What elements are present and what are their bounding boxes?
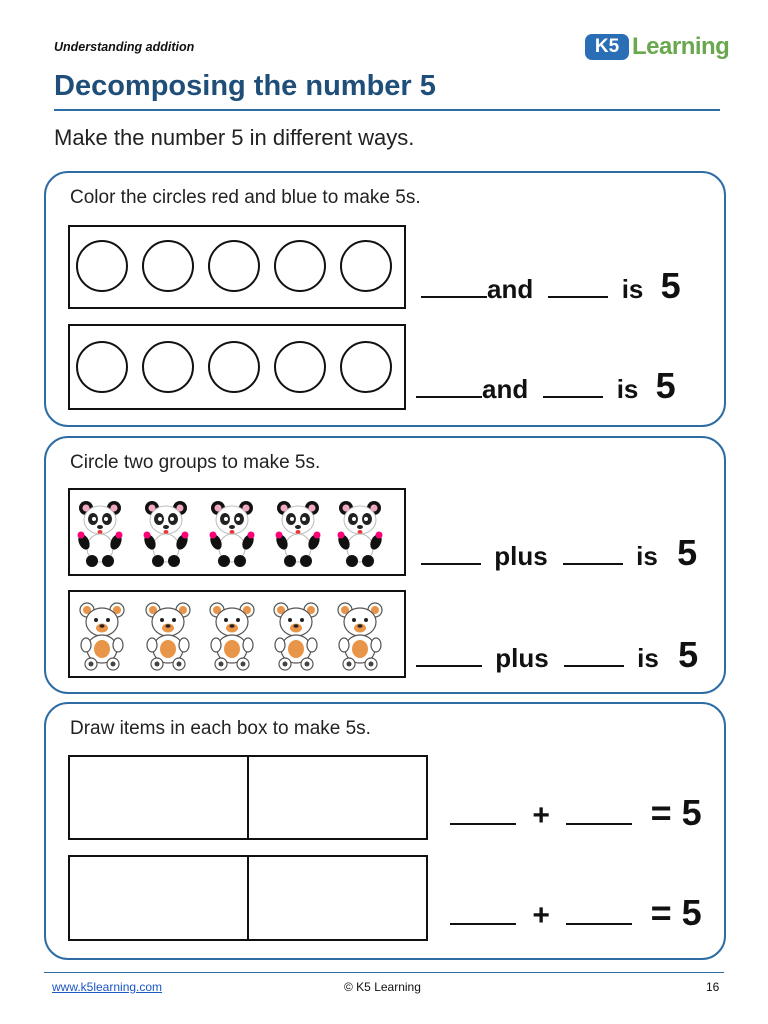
circle-frame xyxy=(68,225,406,309)
footer-copyright: © K5 Learning xyxy=(344,980,421,994)
panda-icon[interactable] xyxy=(208,501,256,567)
bear-group xyxy=(70,592,404,676)
answer-blank[interactable] xyxy=(421,274,487,298)
plus-sign: + xyxy=(532,899,550,932)
circle-frame xyxy=(68,324,406,410)
circle[interactable] xyxy=(274,240,326,292)
answer-blank[interactable] xyxy=(563,541,623,565)
plus-sign: + xyxy=(532,799,550,832)
answer-blank[interactable] xyxy=(543,374,603,398)
page-instruction: Make the number 5 in different ways. xyxy=(54,125,415,150)
circle[interactable] xyxy=(208,240,260,292)
answer-blank[interactable] xyxy=(548,274,608,298)
section-label: Color the circles red and blue to make 5s. xyxy=(70,187,421,208)
panda-icon[interactable] xyxy=(76,501,124,567)
and-word: and xyxy=(482,374,529,404)
answer-line xyxy=(416,634,698,676)
page-number: 16 xyxy=(706,980,720,994)
circle[interactable] xyxy=(340,240,392,292)
teddy-bear-icon[interactable] xyxy=(338,603,382,670)
panda-icon[interactable] xyxy=(336,501,384,567)
answer-blank[interactable] xyxy=(450,801,516,825)
bear-frame xyxy=(68,590,406,678)
panda-group xyxy=(70,490,404,574)
is-word: is xyxy=(616,374,639,404)
plus-word: plus xyxy=(495,643,549,673)
answer-line xyxy=(416,365,676,407)
equals-five: = 5 xyxy=(650,892,702,933)
and-word: and xyxy=(487,274,534,304)
circle[interactable] xyxy=(142,240,194,292)
answer-line xyxy=(421,265,681,307)
answer-blank[interactable] xyxy=(416,374,482,398)
draw-box-left[interactable] xyxy=(68,855,249,941)
is-word: is xyxy=(636,541,658,571)
draw-box-right[interactable] xyxy=(247,755,428,840)
logo-k5-badge: K5 xyxy=(585,34,629,60)
answer-blank[interactable] xyxy=(421,541,481,565)
total-number: 5 xyxy=(660,265,681,306)
answer-blank[interactable] xyxy=(566,801,632,825)
circle[interactable] xyxy=(142,341,194,393)
section-label: Circle two groups to make 5s. xyxy=(70,452,321,473)
teddy-bear-icon[interactable] xyxy=(210,603,254,670)
answer-blank[interactable] xyxy=(566,901,632,925)
panda-icon[interactable] xyxy=(142,501,190,567)
answer-blank[interactable] xyxy=(416,643,482,667)
title-divider xyxy=(54,109,720,111)
teddy-bear-icon[interactable] xyxy=(274,603,318,670)
equation-line xyxy=(450,792,702,834)
k5-learning-logo xyxy=(585,28,730,64)
total-number: 5 xyxy=(655,365,676,406)
worksheet-category: Understanding addition xyxy=(54,40,195,54)
is-word: is xyxy=(637,643,659,673)
panda-frame xyxy=(68,488,406,576)
equation-line xyxy=(450,892,702,934)
draw-box-left[interactable] xyxy=(68,755,249,840)
section-draw-items xyxy=(44,702,726,960)
teddy-bear-icon[interactable] xyxy=(80,603,124,670)
answer-blank[interactable] xyxy=(450,901,516,925)
logo-text: Learning xyxy=(632,33,730,60)
circle[interactable] xyxy=(274,341,326,393)
teddy-bear-icon[interactable] xyxy=(146,603,190,670)
total-number: 5 xyxy=(677,532,698,573)
footer-divider xyxy=(44,972,724,973)
section-label: Draw items in each box to make 5s. xyxy=(70,718,371,739)
circle[interactable] xyxy=(340,341,392,393)
equals-five: = 5 xyxy=(650,792,702,833)
plus-word: plus xyxy=(494,541,548,571)
page-title: Decomposing the number 5 xyxy=(54,70,436,102)
is-word: is xyxy=(621,274,644,304)
answer-blank[interactable] xyxy=(564,643,624,667)
draw-box-right[interactable] xyxy=(247,855,428,941)
footer-website-link[interactable]: www.k5learning.com xyxy=(52,980,163,994)
total-number: 5 xyxy=(678,634,699,675)
circle[interactable] xyxy=(208,341,260,393)
circle[interactable] xyxy=(76,341,128,393)
answer-line xyxy=(421,532,697,574)
circle[interactable] xyxy=(76,240,128,292)
section-circle-groups xyxy=(44,436,726,694)
section-color-circles xyxy=(44,171,726,427)
panda-icon[interactable] xyxy=(274,501,322,567)
